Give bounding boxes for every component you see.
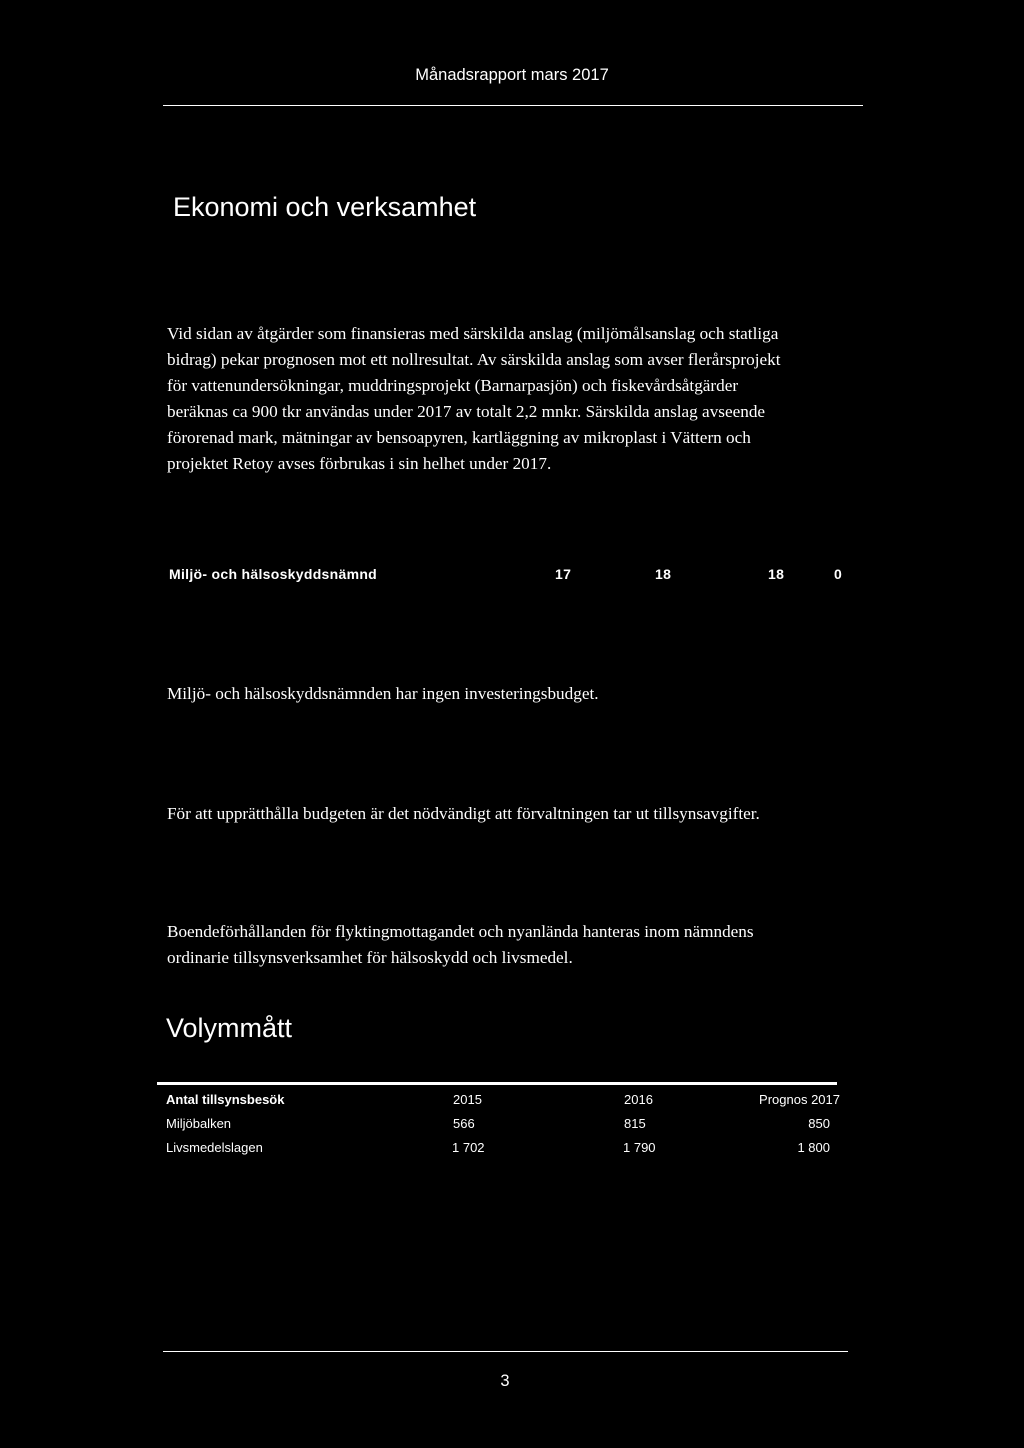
budget-row-value: 18 xyxy=(655,566,672,582)
table-cell: Miljöbalken xyxy=(166,1116,232,1131)
table-cell: 566 xyxy=(453,1116,475,1131)
table-cell: 815 xyxy=(624,1116,646,1131)
table-header-cell: 2015 xyxy=(453,1092,482,1107)
investment-paragraph xyxy=(167,681,857,707)
table-cell: 1 702 xyxy=(452,1140,485,1155)
table-row xyxy=(166,1116,846,1140)
table-header-cell: 2016 xyxy=(624,1092,653,1107)
table-header-cell: Antal tillsynsbesök xyxy=(166,1092,285,1107)
paragraph-line: Boendeförhållanden för flyktingmottagandet och nyanlända hanteras inom nämndens xyxy=(167,922,754,941)
section-heading-volume: Volymmått xyxy=(166,1013,293,1043)
budget-row-name: Miljö- och hälsoskyddsnämnd xyxy=(169,566,378,582)
budget-row-value: 17 xyxy=(555,566,572,582)
table-row xyxy=(166,1140,846,1164)
paragraph-line: projektet Retoy avses förbrukas i sin helhet under 2017. xyxy=(167,454,552,473)
footer-divider xyxy=(163,1351,848,1352)
paragraph-line: förorenad mark, mätningar av bensoapyren, kartläggning av mikroplast i Vättern och xyxy=(167,428,751,447)
table-header-cell: Prognos 2017 xyxy=(759,1092,840,1107)
paragraph-line: ordinarie tillsynsverksamhet för hälsoskydd och livsmedel. xyxy=(167,948,573,967)
paragraph-line: För att upprätthålla budgeten är det nödvändigt att förvaltningen tar ut tillsynsavgifter. xyxy=(167,804,760,823)
paragraph-line: beräknas ca 900 tkr användas under 2017 av totalt 2,2 mnkr. Särskilda anslag avseende xyxy=(167,402,766,421)
budget-table-row xyxy=(169,562,859,582)
paragraph-line: för vattenundersökningar, muddringsprojekt (Barnarpasjön) och fiskevårdsåtgärder xyxy=(167,376,739,395)
budget-row-value: 18 xyxy=(768,566,785,582)
paragraph-line: Miljö- och hälsoskyddsnämnden har ingen investeringsbudget. xyxy=(167,684,599,703)
paragraph-line: bidrag) pekar prognosen mot ett nollresultat. Av särskilda anslag som avser flerårsprojekt xyxy=(167,350,781,369)
report-title: Månadsrapport mars 2017 xyxy=(415,66,609,84)
paragraph-line: Vid sidan av åtgärder som finansieras med särskilda anslag (miljömålsanslag och statliga xyxy=(167,324,779,343)
table-cell: 1 800 xyxy=(797,1140,830,1155)
table-cell: 1 790 xyxy=(623,1140,656,1155)
volume-table xyxy=(166,1092,846,1164)
table-top-rule xyxy=(157,1082,837,1085)
housing-paragraph xyxy=(167,919,857,971)
table-cell: Livsmedelslagen xyxy=(166,1140,263,1155)
table-cell: 850 xyxy=(808,1116,830,1131)
section-heading-economy: Ekonomi och verksamhet xyxy=(173,192,477,222)
economy-paragraph xyxy=(167,321,857,477)
budget-row-value: 0 xyxy=(834,566,843,582)
fees-paragraph xyxy=(167,801,857,827)
page-number: 3 xyxy=(500,1372,510,1390)
table-header-row xyxy=(166,1092,846,1116)
header-divider xyxy=(163,105,863,106)
